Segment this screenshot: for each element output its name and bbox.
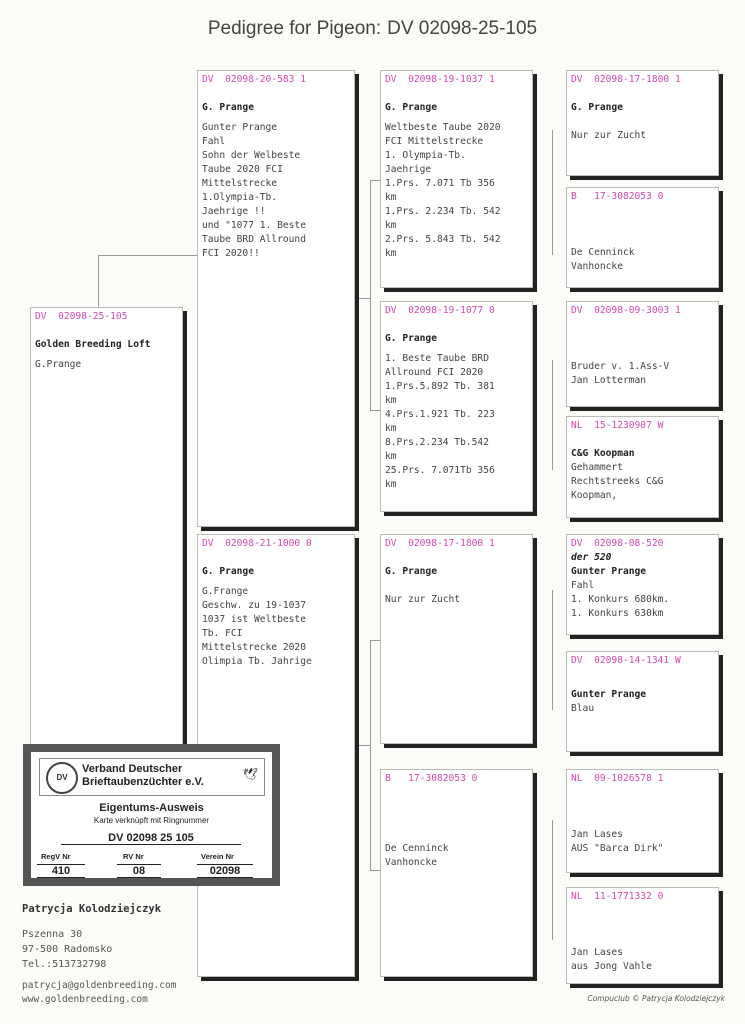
card-subtitle: Karte verknüpft mit Ringnummer: [93, 816, 210, 825]
ring-number: DV 02098-08-520: [571, 538, 664, 549]
pigeon-info: Blau: [571, 703, 595, 714]
ring-number: B 17-3082053 0: [385, 773, 478, 784]
ring-number: DV 02098-17-1800 1: [571, 74, 681, 85]
pigeon-info: Gehammert Rechtstreeks C&G Koopman,: [571, 462, 664, 501]
breeder-name: G. Prange: [385, 102, 437, 113]
breeder-name: C&G Koopman: [571, 448, 635, 459]
ring-number: DV 02098-17-1800 1: [385, 538, 495, 549]
owner-city: 97-500 Radomsko: [22, 944, 113, 955]
breeder-name: G. Prange: [385, 333, 437, 344]
card-value-verein: 02098: [197, 864, 253, 878]
connector: [355, 298, 371, 299]
contact-block: [22, 979, 176, 1007]
owner-block: [22, 902, 161, 972]
pigeon-info: 1. Beste Taube BRD Allround FCI 2020 1.Prs.5.892 Tb. 381 km 4.Prs.1.921 Tb. 223 km 8.Prs.2.234 Tb.542 km 25.Prs. 7.071Tb 356 km: [385, 353, 495, 490]
footer-credit: Compuclub © Patrycja Kolodziejczyk: [587, 994, 725, 1003]
pigeon-tag: der 520: [571, 552, 612, 563]
breeder-name: Golden Breeding Loft: [35, 339, 151, 350]
card-value-regv: 410: [37, 864, 85, 878]
pigeon-info: Bruder v. 1.Ass-V Jan Lotterman: [571, 361, 670, 386]
pigeon-info: Fahl 1. Konkurs 680km. 1. Konkurs 630km: [571, 580, 670, 619]
connector: [355, 745, 371, 746]
connector: [98, 255, 99, 307]
ring-number: DV 02098-19-1077 0: [385, 305, 495, 316]
pigeon-info: De Cenninck Vanhoncke: [571, 247, 635, 272]
title-ring: DV 02098-25-105: [387, 18, 538, 39]
title-label: Pedigree for Pigeon:: [207, 18, 382, 39]
owner-street: Pszenna 30: [22, 929, 83, 940]
pigeon-card-sire-dam[interactable]: [380, 301, 533, 512]
pigeon-info: G.Prange: [35, 359, 82, 370]
ownership-card: [23, 744, 280, 886]
pigeon-card-sds[interactable]: [566, 301, 719, 407]
pigeon-info: Nur zur Zucht: [571, 130, 647, 141]
pigeon-info: Gunter Prange Fahl Sohn der Welbeste Taube 2020 FCI Mittelstrecke 1.Olympia-Tb. Jaehrige !! und "1077 1. Beste Taube BRD Allround FCI 2020!!: [202, 122, 306, 259]
pigeon-card-dss[interactable]: [566, 534, 719, 635]
owner-name: Patrycja Kolodziejczyk: [22, 903, 162, 915]
card-label-verein: Verein Nr: [201, 852, 234, 861]
breeder-name: G. Prange: [202, 102, 254, 113]
pigeon-card-ssd[interactable]: [566, 187, 719, 288]
connector: [552, 130, 553, 255]
pigeon-info: De Cenninck Vanhoncke: [385, 843, 449, 868]
pigeon-card-dsd[interactable]: [566, 651, 719, 752]
breeder-name: Gunter Prange: [571, 689, 647, 700]
card-label-regv: RegV Nr: [41, 852, 71, 861]
ring-number: B 17-3082053 0: [571, 191, 664, 202]
ring-number: NL 15-1230907 W: [571, 420, 664, 431]
ring-number: DV 02098-19-1037 1: [385, 74, 495, 85]
pigeon-info: Weltbeste Taube 2020 FCI Mittelstrecke 1. Olympia-Tb. Jaehrige 1.Prs. 7.071 Tb 356 km 1.Prs. 2.234 Tb. 542 km 2.Prs. 5.843 Tb. 542 km: [385, 122, 501, 259]
pigeon-info: Jan Lases aus Jong Vahle: [571, 947, 652, 972]
breeder-name: Gunter Prange: [571, 566, 647, 577]
connector: [552, 820, 553, 940]
card-ring-number: DV 02098 25 105: [61, 832, 241, 845]
owner-phone: Tel.:513732798: [22, 959, 107, 970]
card-header: [39, 758, 265, 796]
pigeon-card-sdd[interactable]: [566, 416, 719, 518]
card-label-rv: RV Nr: [123, 852, 144, 861]
connector: [370, 640, 371, 870]
ring-number: DV 02098-20-583 1: [202, 74, 306, 85]
connector: [552, 590, 553, 710]
pigeon-card-dam-dam[interactable]: [380, 769, 533, 977]
ring-number: DV 02098-21-1000 0: [202, 538, 312, 549]
association-name: Verband Deutscher Brieftaubenzüchter e.V.: [82, 763, 204, 788]
connector: [552, 360, 553, 470]
pigeon-card-ddd[interactable]: [566, 887, 719, 984]
pigeon-info: Nur zur Zucht: [385, 594, 461, 605]
ring-number: DV 02098-09-3003 1: [571, 305, 681, 316]
breeder-name: G. Prange: [385, 566, 437, 577]
connector: [370, 180, 371, 410]
pigeon-info: G.Frange Geschw. zu 19-1037 1037 ist Weltbeste Tb. FCI Mittelstrecke 2020 Olimpia Tb. Jahrige: [202, 586, 312, 667]
page-title: [0, 18, 745, 40]
connector: [98, 255, 198, 256]
website-link[interactable]: www.goldenbreeding.com: [22, 994, 148, 1005]
association-logo: DV: [46, 762, 78, 794]
pigeon-card-dam-sire[interactable]: [380, 534, 533, 744]
ring-number: DV 02098-25-105: [35, 311, 128, 322]
pigeon-card-sire-sire[interactable]: [380, 70, 533, 288]
breeder-name: G. Prange: [571, 102, 623, 113]
card-value-rv: 08: [117, 864, 161, 878]
pigeon-card-sss[interactable]: [566, 70, 719, 176]
breeder-name: G. Prange: [202, 566, 254, 577]
pigeon-icon: 🕊: [242, 767, 258, 781]
ring-number: DV 02098-14-1341 W: [571, 655, 681, 666]
pigeon-info: Jan Lases AUS "Barca Dirk": [571, 829, 664, 854]
ring-number: NL 09-1026578 1: [571, 773, 664, 784]
ring-number: NL 11-1771332 0: [571, 891, 664, 902]
card-title: Eigentums-Ausweis: [99, 802, 204, 814]
email-link[interactable]: patrycja@goldenbreeding.com: [22, 980, 177, 991]
pigeon-card-sire[interactable]: [197, 70, 355, 527]
pigeon-card-dds[interactable]: [566, 769, 719, 873]
pigeon-card-subject[interactable]: [30, 307, 183, 747]
